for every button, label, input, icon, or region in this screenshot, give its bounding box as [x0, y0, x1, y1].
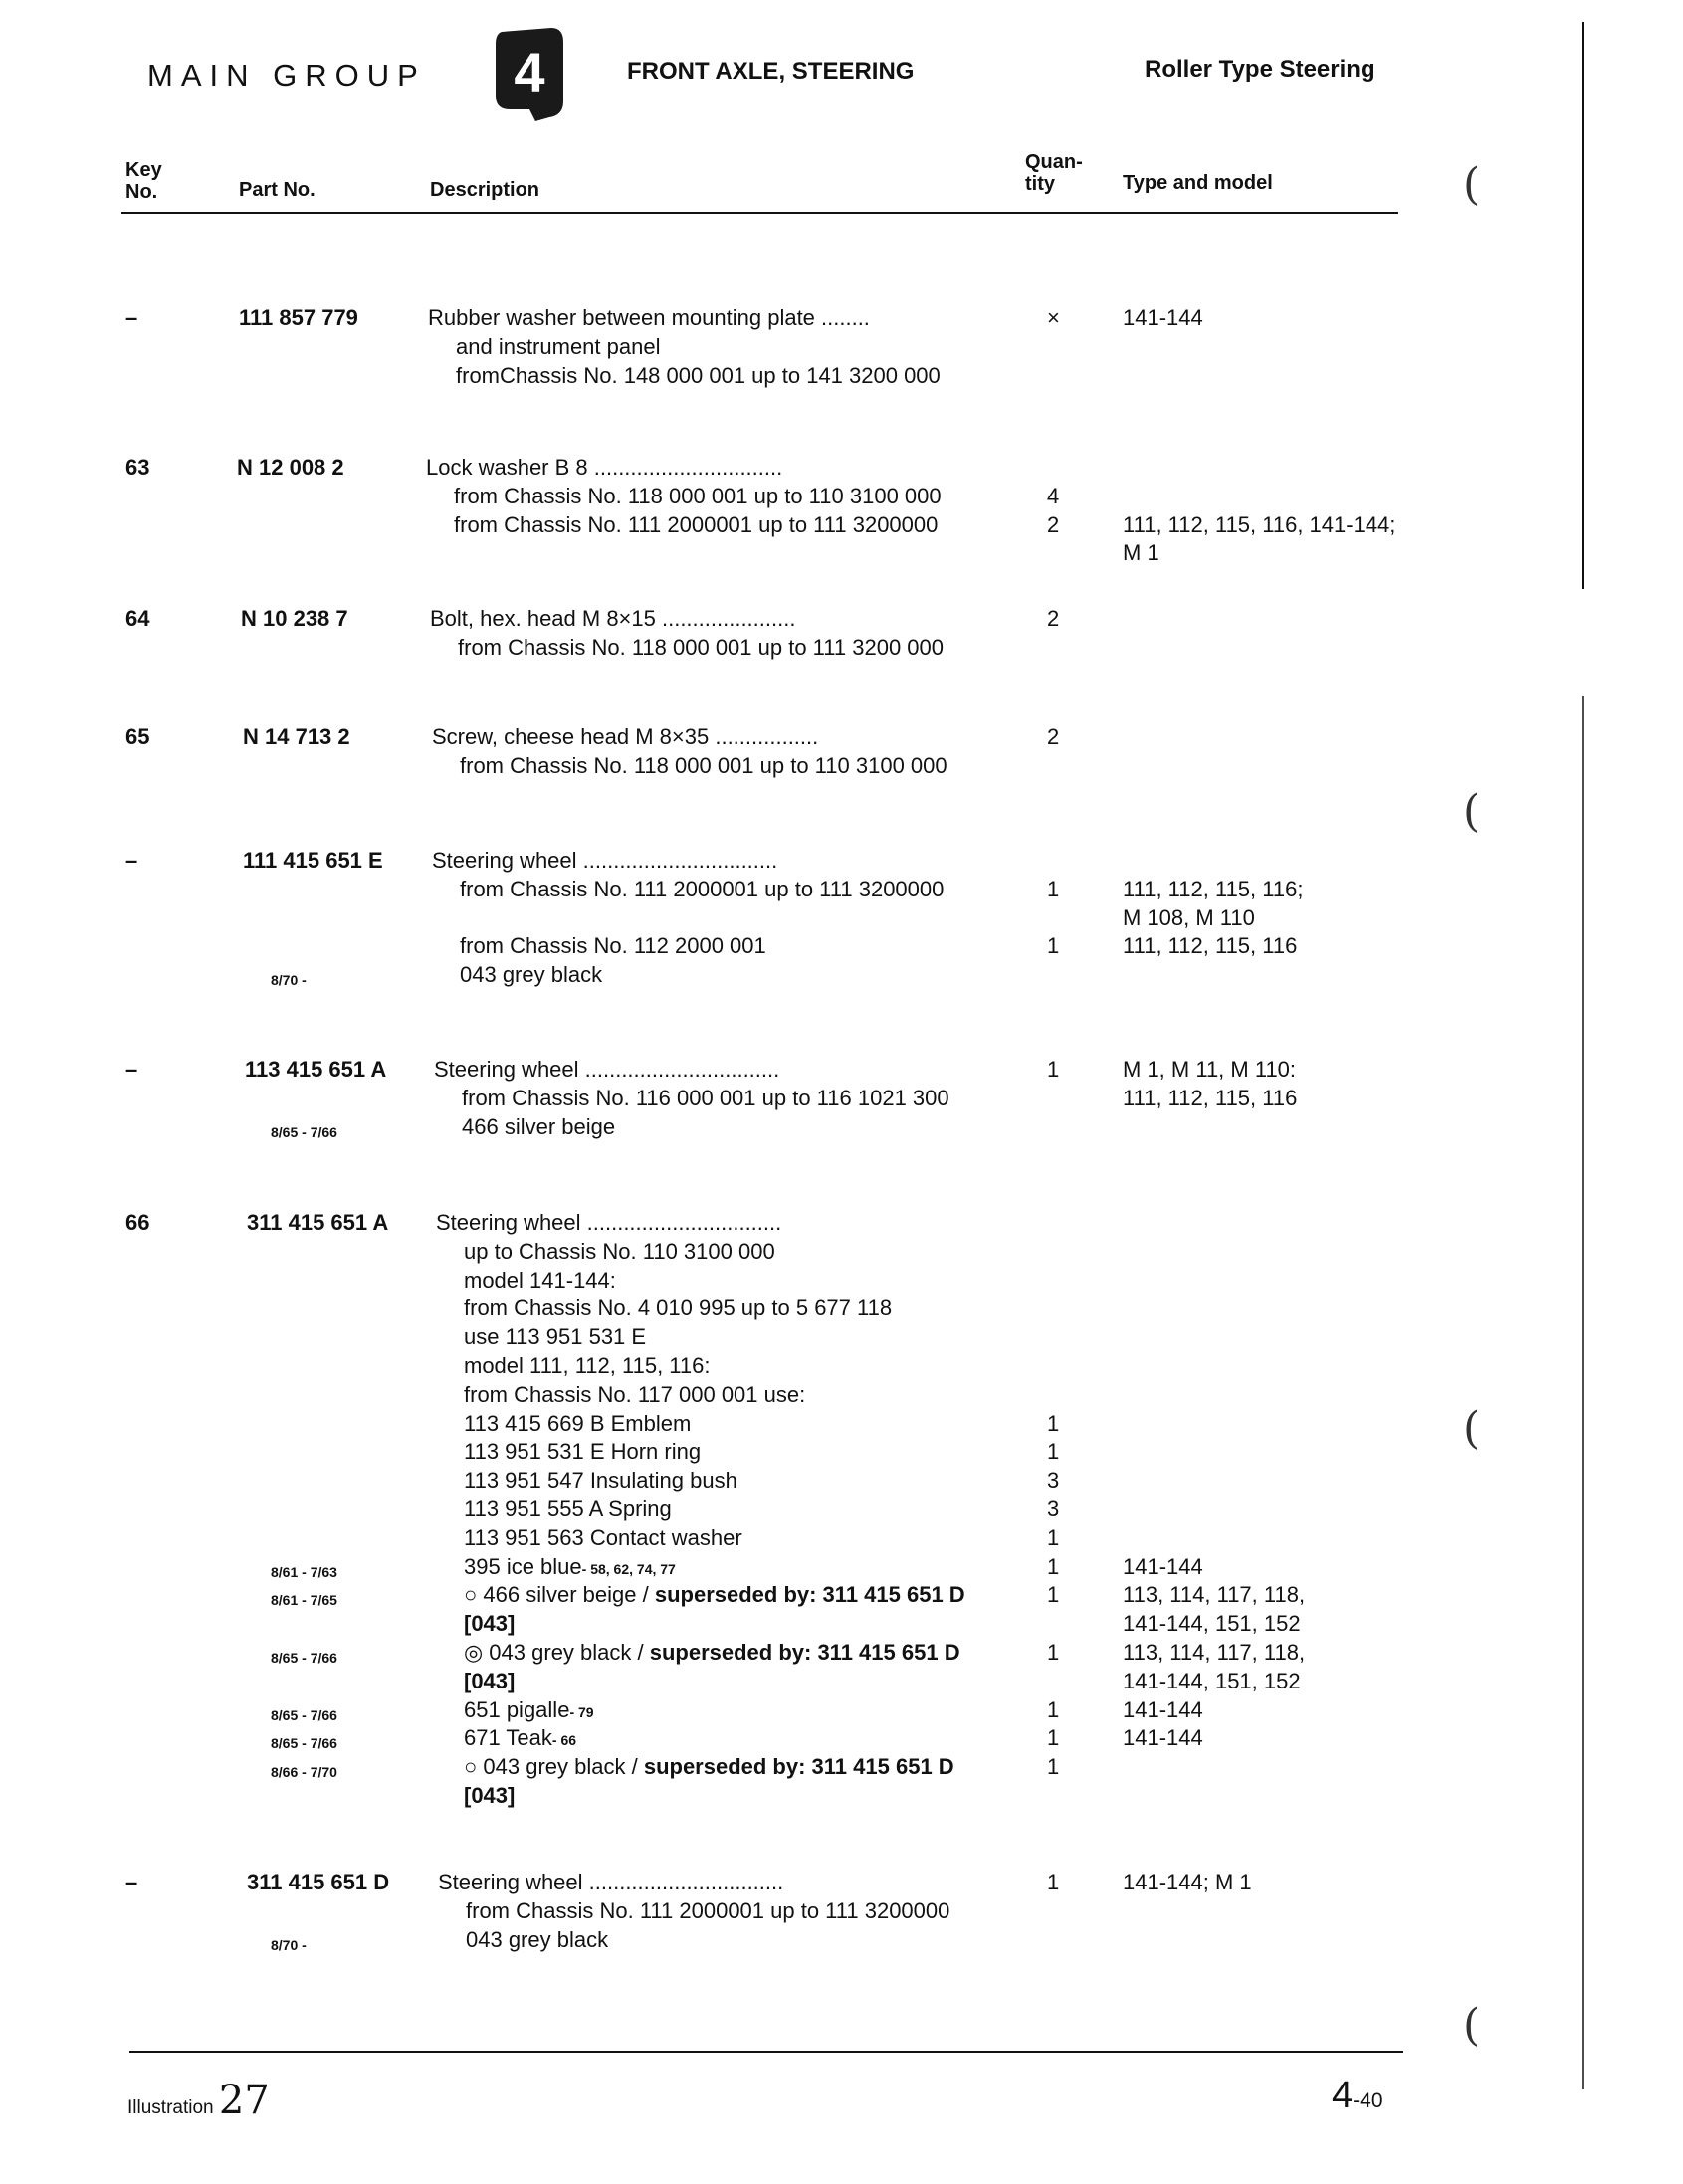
description-detail: [464, 1667, 515, 1695]
col-quantity-line1: Quan-: [1025, 151, 1083, 173]
description-text: 395 ice blue: [464, 1554, 582, 1579]
col-quantity-line2: tity: [1025, 173, 1055, 195]
description-text: ◎ 043 grey black /: [464, 1640, 650, 1665]
quantity: 1: [1047, 933, 1060, 958]
main-group-label: MAIN GROUP: [147, 58, 426, 93]
date-range: 8/70 -: [271, 972, 307, 988]
sub-title: Roller Type Steering: [1145, 56, 1375, 83]
description-text: from Chassis No. 118 000 001 up to 111 3200 000: [458, 635, 944, 660]
description-text: from Chassis No. 116 000 001 up to 116 1021 300: [462, 1086, 949, 1110]
part-number: 311 415 651 D: [247, 1870, 390, 1894]
type-and-model: 141-144: [1123, 1697, 1203, 1722]
type-and-model: 141-144, 151, 152: [1123, 1669, 1301, 1693]
part-number: N 12 008 2: [237, 455, 344, 480]
key-number: 66: [125, 1210, 150, 1235]
type-and-model: M 1: [1123, 540, 1159, 565]
key-number: 65: [125, 724, 150, 749]
quantity: 3: [1047, 1468, 1060, 1492]
description-detail: [466, 1925, 608, 1954]
part-description: [426, 453, 782, 482]
colour-code-note: - 66: [551, 1732, 577, 1748]
type-and-model: 111, 112, 115, 116: [1123, 933, 1298, 958]
description-detail: [464, 1781, 515, 1810]
type-and-model: 111, 112, 115, 116: [1123, 1086, 1298, 1110]
description-detail: [464, 1752, 954, 1781]
col-key-no-line1: Key: [125, 159, 162, 181]
quantity: 1: [1047, 1057, 1060, 1082]
description-text: from Chassis No. 118 000 001 up to 110 3100 000: [454, 484, 942, 508]
quantity: 1: [1047, 1554, 1060, 1579]
quantity: 2: [1047, 512, 1060, 537]
margin-mark-icon: (: [1463, 786, 1481, 837]
description-detail: [462, 1112, 615, 1141]
description-detail: [458, 633, 944, 662]
description-detail: [460, 960, 602, 989]
date-range: 8/65 - 7/66: [271, 1707, 337, 1723]
part-description: [428, 303, 870, 332]
description-text: ○ 043 grey black /: [464, 1754, 644, 1779]
part-description: [432, 846, 777, 875]
margin-mark-icon: (: [1463, 1403, 1481, 1454]
description-detail: [464, 1437, 701, 1466]
description-text: [043]: [464, 1783, 516, 1808]
group-badge-icon: [490, 24, 569, 123]
description-detail: [454, 510, 938, 539]
description-text: 113 951 547 Insulating bush: [464, 1468, 737, 1492]
description-text: 671 Teak: [464, 1725, 552, 1750]
section-title: FRONT AXLE, STEERING: [627, 58, 915, 85]
illustration-number: 27: [218, 2078, 270, 2123]
key-number: 63: [125, 455, 150, 480]
quantity: 1: [1047, 1725, 1060, 1750]
part-description: [432, 722, 818, 751]
quantity: ×: [1047, 305, 1060, 330]
type-and-model: 141-144; M 1: [1123, 1870, 1252, 1894]
type-and-model: 141-144: [1123, 1725, 1203, 1750]
col-description: Description: [430, 179, 540, 201]
binding-edge-line-lower: [1582, 696, 1584, 2089]
quantity: 1: [1047, 1525, 1060, 1550]
key-number: –: [125, 1057, 138, 1082]
illustration-label: Illustration: [127, 2097, 214, 2118]
description-text: Steering wheel ................................: [432, 848, 778, 873]
key-number: –: [125, 1870, 138, 1894]
description-text: use 113 951 531 E: [464, 1324, 647, 1349]
date-range: 8/70 -: [271, 1937, 307, 1953]
header-rule: [121, 212, 1398, 214]
description-detail: [466, 1896, 949, 1925]
date-range: 8/61 - 7/63: [271, 1564, 337, 1580]
part-description: [436, 1208, 781, 1237]
description-text: from Chassis No. 4 010 995 up to 5 677 118: [464, 1295, 893, 1320]
description-detail: [464, 1322, 646, 1351]
part-number: N 14 713 2: [243, 724, 350, 749]
description-text: and instrument panel: [456, 334, 661, 359]
type-and-model: 113, 114, 117, 118,: [1123, 1582, 1306, 1607]
description-text: Lock washer B 8 ...............................: [426, 455, 783, 480]
description-text: 043 grey black: [466, 1927, 609, 1952]
key-number: 64: [125, 606, 150, 631]
quantity: 2: [1047, 724, 1060, 749]
description-detail: [464, 1609, 515, 1638]
description-text: from Chassis No. 111 2000001 up to 111 3200000: [460, 877, 945, 901]
group-number-badge: [490, 24, 569, 123]
description-detail: [460, 875, 944, 903]
date-range: 8/65 - 7/66: [271, 1735, 337, 1751]
description-text: from Chassis No. 117 000 001 use:: [464, 1382, 806, 1407]
description-detail: [464, 1380, 805, 1409]
type-and-model: 111, 112, 115, 116;: [1123, 877, 1304, 901]
description-detail: [464, 1638, 960, 1667]
page-number: [1332, 2075, 1383, 2117]
description-detail: [454, 482, 942, 510]
part-description: [430, 604, 795, 633]
description-detail: [464, 1523, 742, 1552]
quantity: 1: [1047, 877, 1060, 901]
type-and-model: M 108, M 110: [1123, 905, 1255, 930]
type-and-model: 141-144: [1123, 305, 1203, 330]
superseded-by-note: superseded by: 311 415 651 D: [654, 1582, 965, 1607]
description-text: 113 951 563 Contact washer: [464, 1525, 742, 1550]
description-text: ○ 466 silver beige /: [464, 1582, 655, 1607]
quantity: 1: [1047, 1754, 1060, 1779]
description-text: from Chassis No. 111 2000001 up to 111 3200000: [454, 512, 939, 537]
quantity: 3: [1047, 1496, 1060, 1521]
description-text: model 141-144:: [464, 1268, 616, 1292]
page-number-suffix: -40: [1353, 2089, 1383, 2112]
description-text: Rubber washer between mounting plate ........: [428, 305, 870, 330]
quantity: 1: [1047, 1582, 1060, 1607]
illustration-reference: [127, 2078, 270, 2123]
superseded-by-note: superseded by: 311 415 651 D: [649, 1640, 960, 1665]
col-key-no-line2: No.: [125, 181, 158, 203]
col-part-no: Part No.: [239, 179, 316, 201]
description-text: from Chassis No. 118 000 001 up to 110 3100 000: [460, 753, 947, 778]
description-text: model 111, 112, 115, 116:: [464, 1353, 711, 1378]
part-number: 311 415 651 A: [247, 1210, 389, 1235]
quantity: 1: [1047, 1640, 1060, 1665]
description-text: Screw, cheese head M 8×35 .................: [432, 724, 819, 749]
type-and-model: 141-144, 151, 152: [1123, 1611, 1301, 1636]
description-text: [043]: [464, 1611, 516, 1636]
colour-code-note: - 79: [569, 1704, 594, 1720]
part-number: 111 415 651 E: [243, 848, 383, 873]
description-text: 043 grey black: [460, 962, 603, 987]
col-type-model: Type and model: [1123, 172, 1273, 194]
description-text: 113 951 555 A Spring: [464, 1496, 672, 1521]
description-detail: [464, 1466, 737, 1494]
date-range: 8/66 - 7/70: [271, 1764, 337, 1780]
quantity: 4: [1047, 484, 1060, 508]
part-description: [438, 1868, 783, 1896]
col-key-no: [125, 159, 162, 203]
part-description: [434, 1055, 779, 1084]
description-text: 651 pigalle: [464, 1697, 570, 1722]
type-and-model: 111, 112, 115, 116, 141-144;: [1123, 512, 1396, 537]
description-detail: [464, 1237, 775, 1266]
type-and-model: 113, 114, 117, 118,: [1123, 1640, 1306, 1665]
description-detail: [460, 751, 947, 780]
description-text: 113 951 531 E Horn ring: [464, 1439, 702, 1464]
part-number: N 10 238 7: [241, 606, 348, 631]
description-detail: [464, 1580, 965, 1609]
description-text: Steering wheel ................................: [434, 1057, 780, 1082]
description-text: from Chassis No. 111 2000001 up to 111 3200000: [466, 1898, 950, 1923]
key-number: –: [125, 305, 138, 330]
description-detail: [464, 1266, 616, 1294]
quantity: 1: [1047, 1411, 1060, 1436]
description-text: 466 silver beige: [462, 1114, 616, 1139]
description-detail: [464, 1723, 576, 1755]
superseded-by-note: superseded by: 311 415 651 D: [643, 1754, 954, 1779]
date-range: 8/65 - 7/66: [271, 1650, 337, 1666]
description-text: 113 415 669 B Emblem: [464, 1411, 692, 1436]
quantity: 1: [1047, 1439, 1060, 1464]
description-text: Steering wheel ................................: [438, 1870, 784, 1894]
group-number: 4: [514, 41, 545, 103]
type-and-model: M 1, M 11, M 110:: [1123, 1057, 1297, 1082]
quantity: 1: [1047, 1870, 1060, 1894]
col-quantity: [1025, 151, 1083, 195]
key-number: –: [125, 848, 138, 873]
part-number: 111 857 779: [239, 305, 358, 330]
type-and-model: 141-144: [1123, 1554, 1203, 1579]
quantity: 1: [1047, 1697, 1060, 1722]
description-detail: [456, 332, 660, 361]
description-text: Steering wheel ................................: [436, 1210, 782, 1235]
binding-edge-line: [1582, 22, 1584, 589]
margin-mark-icon: (: [1463, 159, 1481, 210]
description-text: from Chassis No. 112 2000 001: [460, 933, 766, 958]
date-range: 8/65 - 7/66: [271, 1124, 337, 1140]
part-number: 113 415 651 A: [245, 1057, 387, 1082]
margin-mark-icon: (: [1463, 2000, 1481, 2051]
description-detail: [464, 1293, 892, 1322]
description-detail: [464, 1351, 710, 1380]
date-range: 8/61 - 7/65: [271, 1592, 337, 1608]
description-text: [043]: [464, 1669, 516, 1693]
description-detail: [464, 1494, 672, 1523]
description-text: up to Chassis No. 110 3100 000: [464, 1239, 775, 1264]
description-text: fromChassis No. 148 000 001 up to 141 3200 000: [456, 363, 941, 388]
description-text: Bolt, hex. head M 8×15 ......................: [430, 606, 796, 631]
description-detail: [462, 1084, 949, 1112]
footer-rule: [129, 2051, 1403, 2053]
description-detail: [464, 1409, 691, 1438]
description-detail: [456, 361, 941, 390]
description-detail: [460, 931, 766, 960]
colour-code-note: - 58, 62, 74, 77: [581, 1561, 676, 1577]
page-number-main: 4: [1332, 2075, 1354, 2116]
quantity: 2: [1047, 606, 1060, 631]
